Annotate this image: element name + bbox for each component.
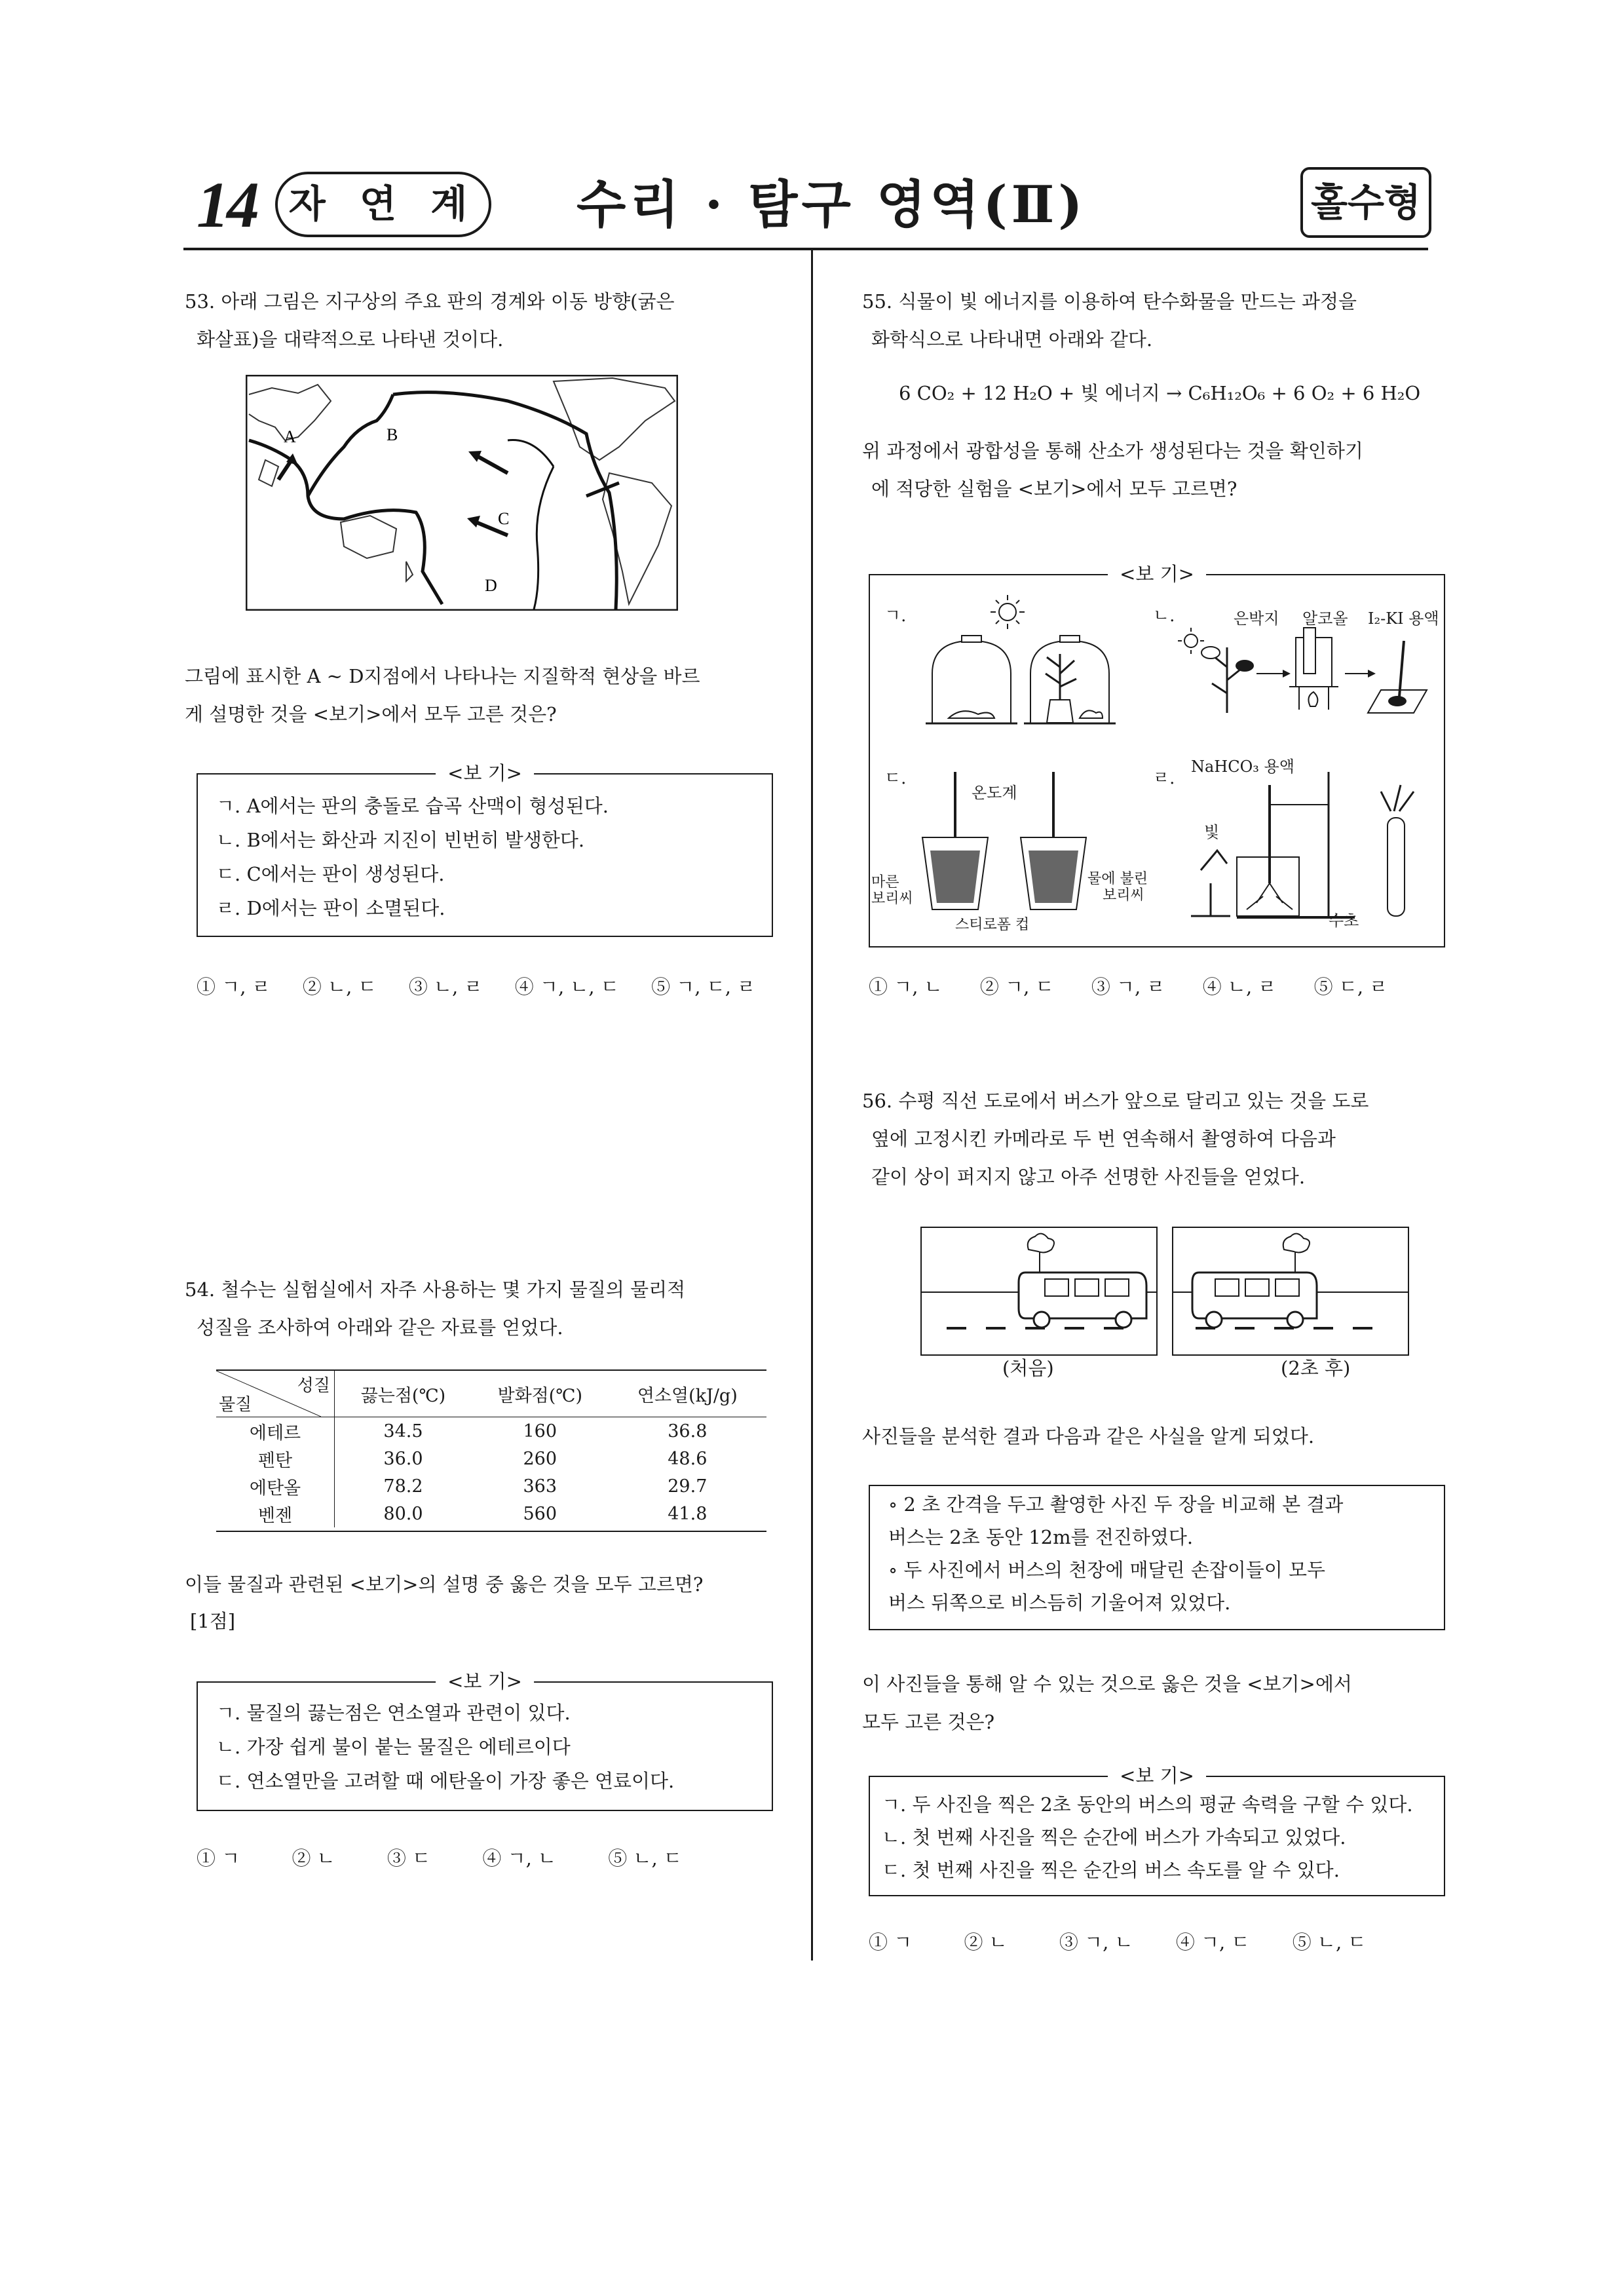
seeds-dry: [930, 851, 980, 903]
table-cell: 29.7: [668, 1476, 708, 1497]
q55-choice-1[interactable]: ① ㄱ, ㄴ: [869, 976, 943, 998]
photo-first: [921, 1227, 1157, 1355]
table-cell: 에테르: [216, 1417, 335, 1445]
q53-bogi-item: ㄴ. B에서는 화산과 지진이 빈번히 발생한다.: [216, 829, 585, 851]
q53-bogi-item: ㄷ. C에서는 판이 생성된다.: [216, 863, 445, 885]
category-badge: 자 연 계: [275, 172, 491, 237]
q54-bogi-item: ㄴ. 가장 쉽게 불이 붙는 물질은 에테르이다: [216, 1736, 571, 1758]
q56-choice-1[interactable]: ① ㄱ: [869, 1931, 913, 1953]
table-cell: 48.6: [668, 1448, 708, 1469]
q54-bogi-item: ㄱ. 물질의 끓는점은 연소열과 관련이 있다.: [216, 1702, 571, 1724]
table-row: [216, 1472, 766, 1500]
table-cell: 78.2: [383, 1476, 423, 1497]
q55-experiments-figure: [870, 575, 1444, 946]
map-label-c: C: [498, 509, 510, 528]
q56-choice-4[interactable]: ④ ㄱ, ㄷ: [1175, 1931, 1250, 1953]
label-waterweed: 수초: [1329, 911, 1359, 930]
bell-jar-left: [932, 641, 1011, 723]
q55-choice-3[interactable]: ③ ㄱ, ㄹ: [1091, 976, 1165, 998]
q53-bogi-item: ㄱ. A에서는 판의 충돌로 습곡 산맥이 형성된다.: [216, 795, 609, 817]
q56-choice-2[interactable]: ② ㄴ: [964, 1931, 1008, 1953]
q56-stem-line3: 같이 상이 퍼지지 않고 아주 선명한 사진들을 얻었다.: [871, 1166, 1306, 1188]
q53-prompt-line1: 그림에 표시한 A ~ D지점에서 나타나는 지질학적 현상을 바르: [185, 665, 700, 687]
photo-after: [1173, 1227, 1408, 1355]
q53-stem-line1: 53. 아래 그림은 지구상의 주요 판의 경계와 이동 방향(굵은: [185, 290, 675, 313]
q53-stem-line2: 화살표)을 대략적으로 나타낸 것이다.: [197, 328, 504, 351]
q54-bogi-title: <보 기>: [436, 1668, 534, 1694]
test-tube-icon: [1388, 818, 1405, 916]
q55-choice-5[interactable]: ⑤ ㄷ, ㄹ: [1313, 976, 1388, 998]
q56-prompt-line1: 이 사진들을 통해 알 수 있는 것으로 옳은 것을 <보기>에서: [862, 1673, 1352, 1695]
q54-choice-1[interactable]: ① ㄱ: [197, 1847, 240, 1869]
q56-facts-box: [869, 1485, 1445, 1630]
q56-fact: 버스는 2초 동안 12m를 전진하였다.: [888, 1526, 1194, 1548]
q55-prompt-line2: 에 적당한 실험을 <보기>에서 모두 고르면?: [871, 478, 1237, 500]
q56-bogi-item: ㄱ. 두 사진을 찍은 2초 동안의 버스의 평균 속력을 구할 수 있다.: [882, 1793, 1413, 1816]
header-rule: [183, 248, 1428, 250]
q56-stem-line2: 옆에 고정시킨 카메라로 두 번 연속해서 촬영하여 다음과: [871, 1128, 1336, 1150]
q54-prompt-line1: 이들 물질과 관련된 <보기>의 설명 중 옳은 것을 모두 고르면?: [185, 1573, 704, 1596]
table-corner-bottom: 물질: [219, 1395, 252, 1415]
label-nahco3: NaHCO₃ 용액: [1191, 757, 1294, 776]
q53-choice-2[interactable]: ② ㄴ, ㄷ: [302, 976, 377, 998]
q56-fact: 버스 뒤쪽으로 비스듬히 기울어져 있었다.: [888, 1592, 1231, 1614]
sun-icon: [991, 595, 1025, 629]
bus-photos-figure: [920, 1227, 1412, 1358]
q54-choice-3[interactable]: ③ ㄷ: [387, 1847, 431, 1869]
q54-bogi-box: [197, 1670, 773, 1811]
plate-map-figure: [246, 375, 678, 611]
label-dry-2: 보리씨: [871, 890, 913, 907]
table-row: [216, 1500, 766, 1527]
q54-data-table: [216, 1369, 766, 1532]
exp-label-g: ㄱ.: [884, 606, 907, 626]
q55-stem-line1: 55. 식물이 빛 에너지를 이용하여 탄수화물을 만드는 과정을: [862, 290, 1357, 313]
plant-icon: [1046, 654, 1076, 700]
q55-prompt-line1: 위 과정에서 광합성을 통해 산소가 생성된다는 것을 확인하기: [862, 440, 1363, 462]
q56-bogi-item: ㄴ. 첫 번째 사진을 찍은 순간에 버스가 가속되고 있었다.: [882, 1826, 1346, 1848]
column-divider: [811, 250, 813, 1961]
q56-bogi-item: ㄷ. 첫 번째 사진을 찍은 순간의 버스 속도를 알 수 있다.: [882, 1859, 1340, 1881]
table-cell: 260: [523, 1448, 557, 1469]
table-cell: 41.8: [668, 1503, 708, 1524]
splint-icon: [1381, 785, 1414, 811]
q56-analysis-line: 사진들을 분석한 결과 다음과 같은 사실을 알게 되었다.: [862, 1425, 1315, 1447]
label-wet-1: 물에 불린: [1087, 871, 1148, 887]
q53-bogi-item: ㄹ. D에서는 판이 소멸된다.: [216, 897, 445, 919]
table-cell: 벤젠: [216, 1500, 335, 1527]
exp-label-r: ㄹ.: [1153, 769, 1175, 788]
label-thermometer: 온도계: [972, 784, 1017, 802]
q54-stem-line2: 성질을 조사하여 아래와 같은 자료를 얻었다.: [197, 1316, 563, 1339]
table-corner-cell: [216, 1371, 335, 1417]
table-cell: 160: [523, 1421, 557, 1442]
q56-bogi-box: [869, 1765, 1445, 1896]
table-corner-top: 성질: [297, 1376, 330, 1396]
q53-choice-3[interactable]: ③ ㄴ, ㄹ: [408, 976, 483, 998]
q53-bogi-box: [197, 762, 773, 937]
q55-choices: [869, 968, 1414, 1005]
table-cell: 34.5: [383, 1421, 423, 1442]
q54-choice-5[interactable]: ⑤ ㄴ, ㄷ: [608, 1847, 682, 1869]
photosynthesis-equation: 6 CO₂ + 12 H₂O + 빛 에너지 → C₆H₁₂O₆ + 6 O₂ + 6 H₂O: [899, 382, 1421, 404]
mouse-icon: [1080, 710, 1103, 718]
q54-bogi-item: ㄷ. 연소열만을 고려할 때 에탄올이 가장 좋은 연료이다.: [216, 1770, 675, 1792]
map-label-a: A: [284, 427, 296, 446]
q56-choice-5[interactable]: ⑤ ㄴ, ㄷ: [1292, 1931, 1367, 1953]
q54-choice-2[interactable]: ② ㄴ: [292, 1847, 335, 1869]
table-cell: 36.8: [668, 1421, 708, 1442]
q56-choice-3[interactable]: ③ ㄱ, ㄴ: [1059, 1931, 1133, 1953]
q54-choice-4[interactable]: ④ ㄱ, ㄴ: [482, 1847, 557, 1869]
q56-choices: [869, 1924, 1392, 1961]
table-header: 연소열(kJ/g): [637, 1385, 738, 1406]
q53-bogi-title: <보 기>: [436, 760, 534, 786]
q55-stem-line2: 화학식으로 나타내면 아래와 같다.: [871, 328, 1153, 351]
form-type-badge: 홀수형: [1300, 167, 1431, 238]
page-title: 수리 · 탐구 영역(Ⅱ): [576, 175, 1087, 235]
table-header: 발화점(℃): [497, 1385, 583, 1406]
q53-prompt-line2: 게 설명한 것을 <보기>에서 모두 고른 것은?: [185, 703, 557, 725]
q56-bogi-title: <보 기>: [1108, 1763, 1206, 1789]
q53-choice-5[interactable]: ⑤ ㄱ, ㄷ, ㄹ: [651, 976, 756, 998]
mouse-icon: [949, 711, 994, 718]
dropper-icon: [1399, 641, 1404, 697]
q56-fact: ∘ 두 사진에서 버스의 천장에 매달린 손잡이들이 모두: [888, 1559, 1326, 1581]
caption-first: (처음): [1002, 1357, 1054, 1379]
q55-bogi-title: <보 기>: [1108, 561, 1206, 587]
table-cell: 80.0: [383, 1503, 423, 1524]
q56-prompt-line2: 모두 고른 것은?: [862, 1711, 995, 1733]
label-foil: 은박지: [1234, 609, 1279, 628]
seeds-wet: [1029, 851, 1078, 903]
q53-choices: [197, 968, 782, 1005]
q55-choice-2[interactable]: ② ㄱ, ㄷ: [979, 976, 1054, 998]
exp-label-d: ㄷ.: [884, 769, 907, 788]
table-cell: 363: [523, 1476, 557, 1497]
exp-label-n: ㄴ.: [1153, 606, 1175, 626]
lamp-icon: [1191, 851, 1230, 916]
table-header: 끓는점(℃): [360, 1385, 446, 1406]
q54-stem-line1: 54. 철수는 실험실에서 자주 사용하는 몇 가지 물질의 물리적: [185, 1278, 686, 1301]
q55-bogi-box: [869, 563, 1445, 947]
q54-choices: [197, 1840, 708, 1877]
label-light: 빛: [1204, 823, 1220, 841]
table-cell: 36.0: [383, 1448, 423, 1469]
table-row: [216, 1417, 766, 1445]
q55-choice-4[interactable]: ④ ㄴ, ㄹ: [1202, 976, 1277, 998]
pot-icon: [1047, 700, 1073, 723]
q53-choice-4[interactable]: ④ ㄱ, ㄴ, ㄷ: [514, 976, 619, 998]
q56-fact: ∘ 2 초 간격을 두고 촬영한 사진 두 장을 비교해 본 결과: [888, 1493, 1344, 1516]
caption-after: (2초 후): [1281, 1357, 1351, 1379]
label-iki: I₂-KI 용액: [1368, 609, 1439, 628]
map-label-b: B: [387, 425, 398, 444]
table-cell: 560: [523, 1503, 557, 1524]
table-cell: 펜탄: [216, 1445, 335, 1472]
q54-prompt-line2: [1점]: [190, 1610, 236, 1632]
burner-flame-icon: [1308, 692, 1317, 706]
sun-icon: [1178, 628, 1204, 654]
map-label-d: D: [485, 576, 497, 595]
label-alcohol: 알코올: [1302, 609, 1348, 628]
label-styrofoam: 스티로폼 컵: [955, 917, 1030, 933]
table-cell: 에탄올: [216, 1472, 335, 1500]
label-wet-2: 보리씨: [1103, 887, 1144, 904]
table-row: [216, 1445, 766, 1472]
q53-choice-1[interactable]: ① ㄱ, ㄹ: [197, 976, 271, 998]
page-number: 14: [197, 168, 257, 241]
q56-stem-line1: 56. 수평 직선 도로에서 버스가 앞으로 달리고 있는 것을 도로: [862, 1090, 1369, 1112]
label-dry-1: 마른: [871, 874, 899, 890]
